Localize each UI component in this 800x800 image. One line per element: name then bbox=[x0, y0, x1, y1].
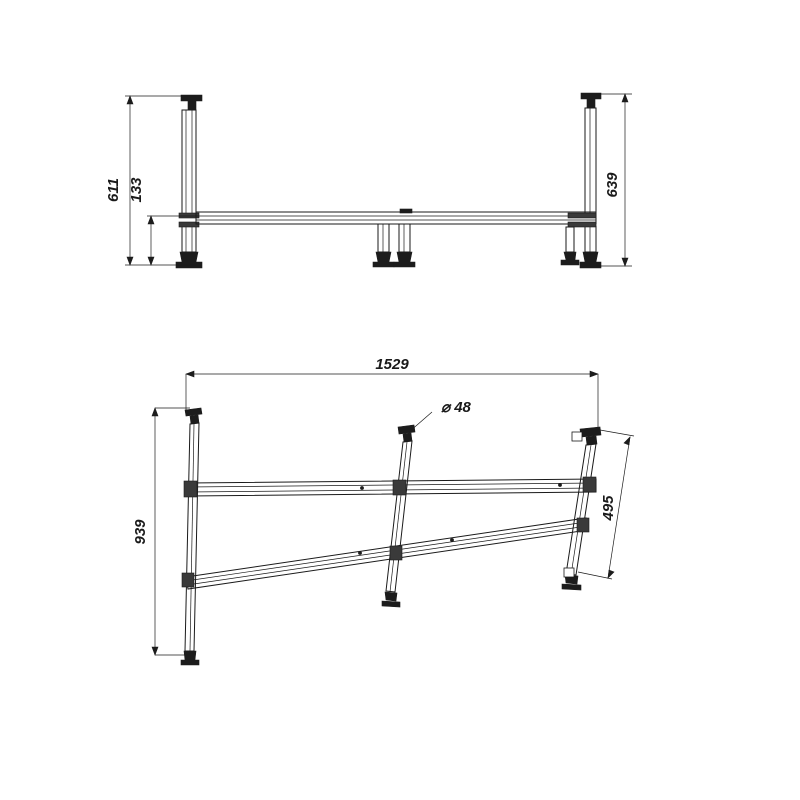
dimension-label-133: 133 bbox=[128, 177, 145, 203]
plan-view-geometry bbox=[132, 356, 634, 665]
plan-joint-collars bbox=[182, 477, 596, 587]
dimension-label-611: 611 bbox=[105, 178, 122, 202]
front-right-post bbox=[561, 93, 601, 268]
front-centre-legs bbox=[373, 224, 415, 267]
dimension-label-1529: 1529 bbox=[375, 356, 409, 373]
dimension-label-639: 639 bbox=[604, 172, 621, 198]
plan-upper-rail bbox=[188, 479, 596, 496]
dimension-label-939: 939 bbox=[132, 519, 149, 545]
plan-left-leg bbox=[181, 408, 202, 665]
plan-centre-leg bbox=[382, 425, 415, 607]
front-left-post bbox=[176, 95, 202, 268]
callout-tube-diameter bbox=[409, 399, 472, 432]
front-view-geometry bbox=[105, 93, 632, 268]
callout-label-diameter: ⌀ 48 bbox=[441, 399, 471, 416]
dimension-label-495: 495 bbox=[600, 495, 617, 521]
dimension-939 bbox=[132, 408, 192, 655]
dimension-639 bbox=[604, 94, 628, 266]
front-horizontal-rail bbox=[196, 209, 596, 224]
plan-right-leg bbox=[562, 427, 601, 590]
dimension-1529 bbox=[186, 356, 598, 432]
dimension-133 bbox=[128, 177, 154, 265]
